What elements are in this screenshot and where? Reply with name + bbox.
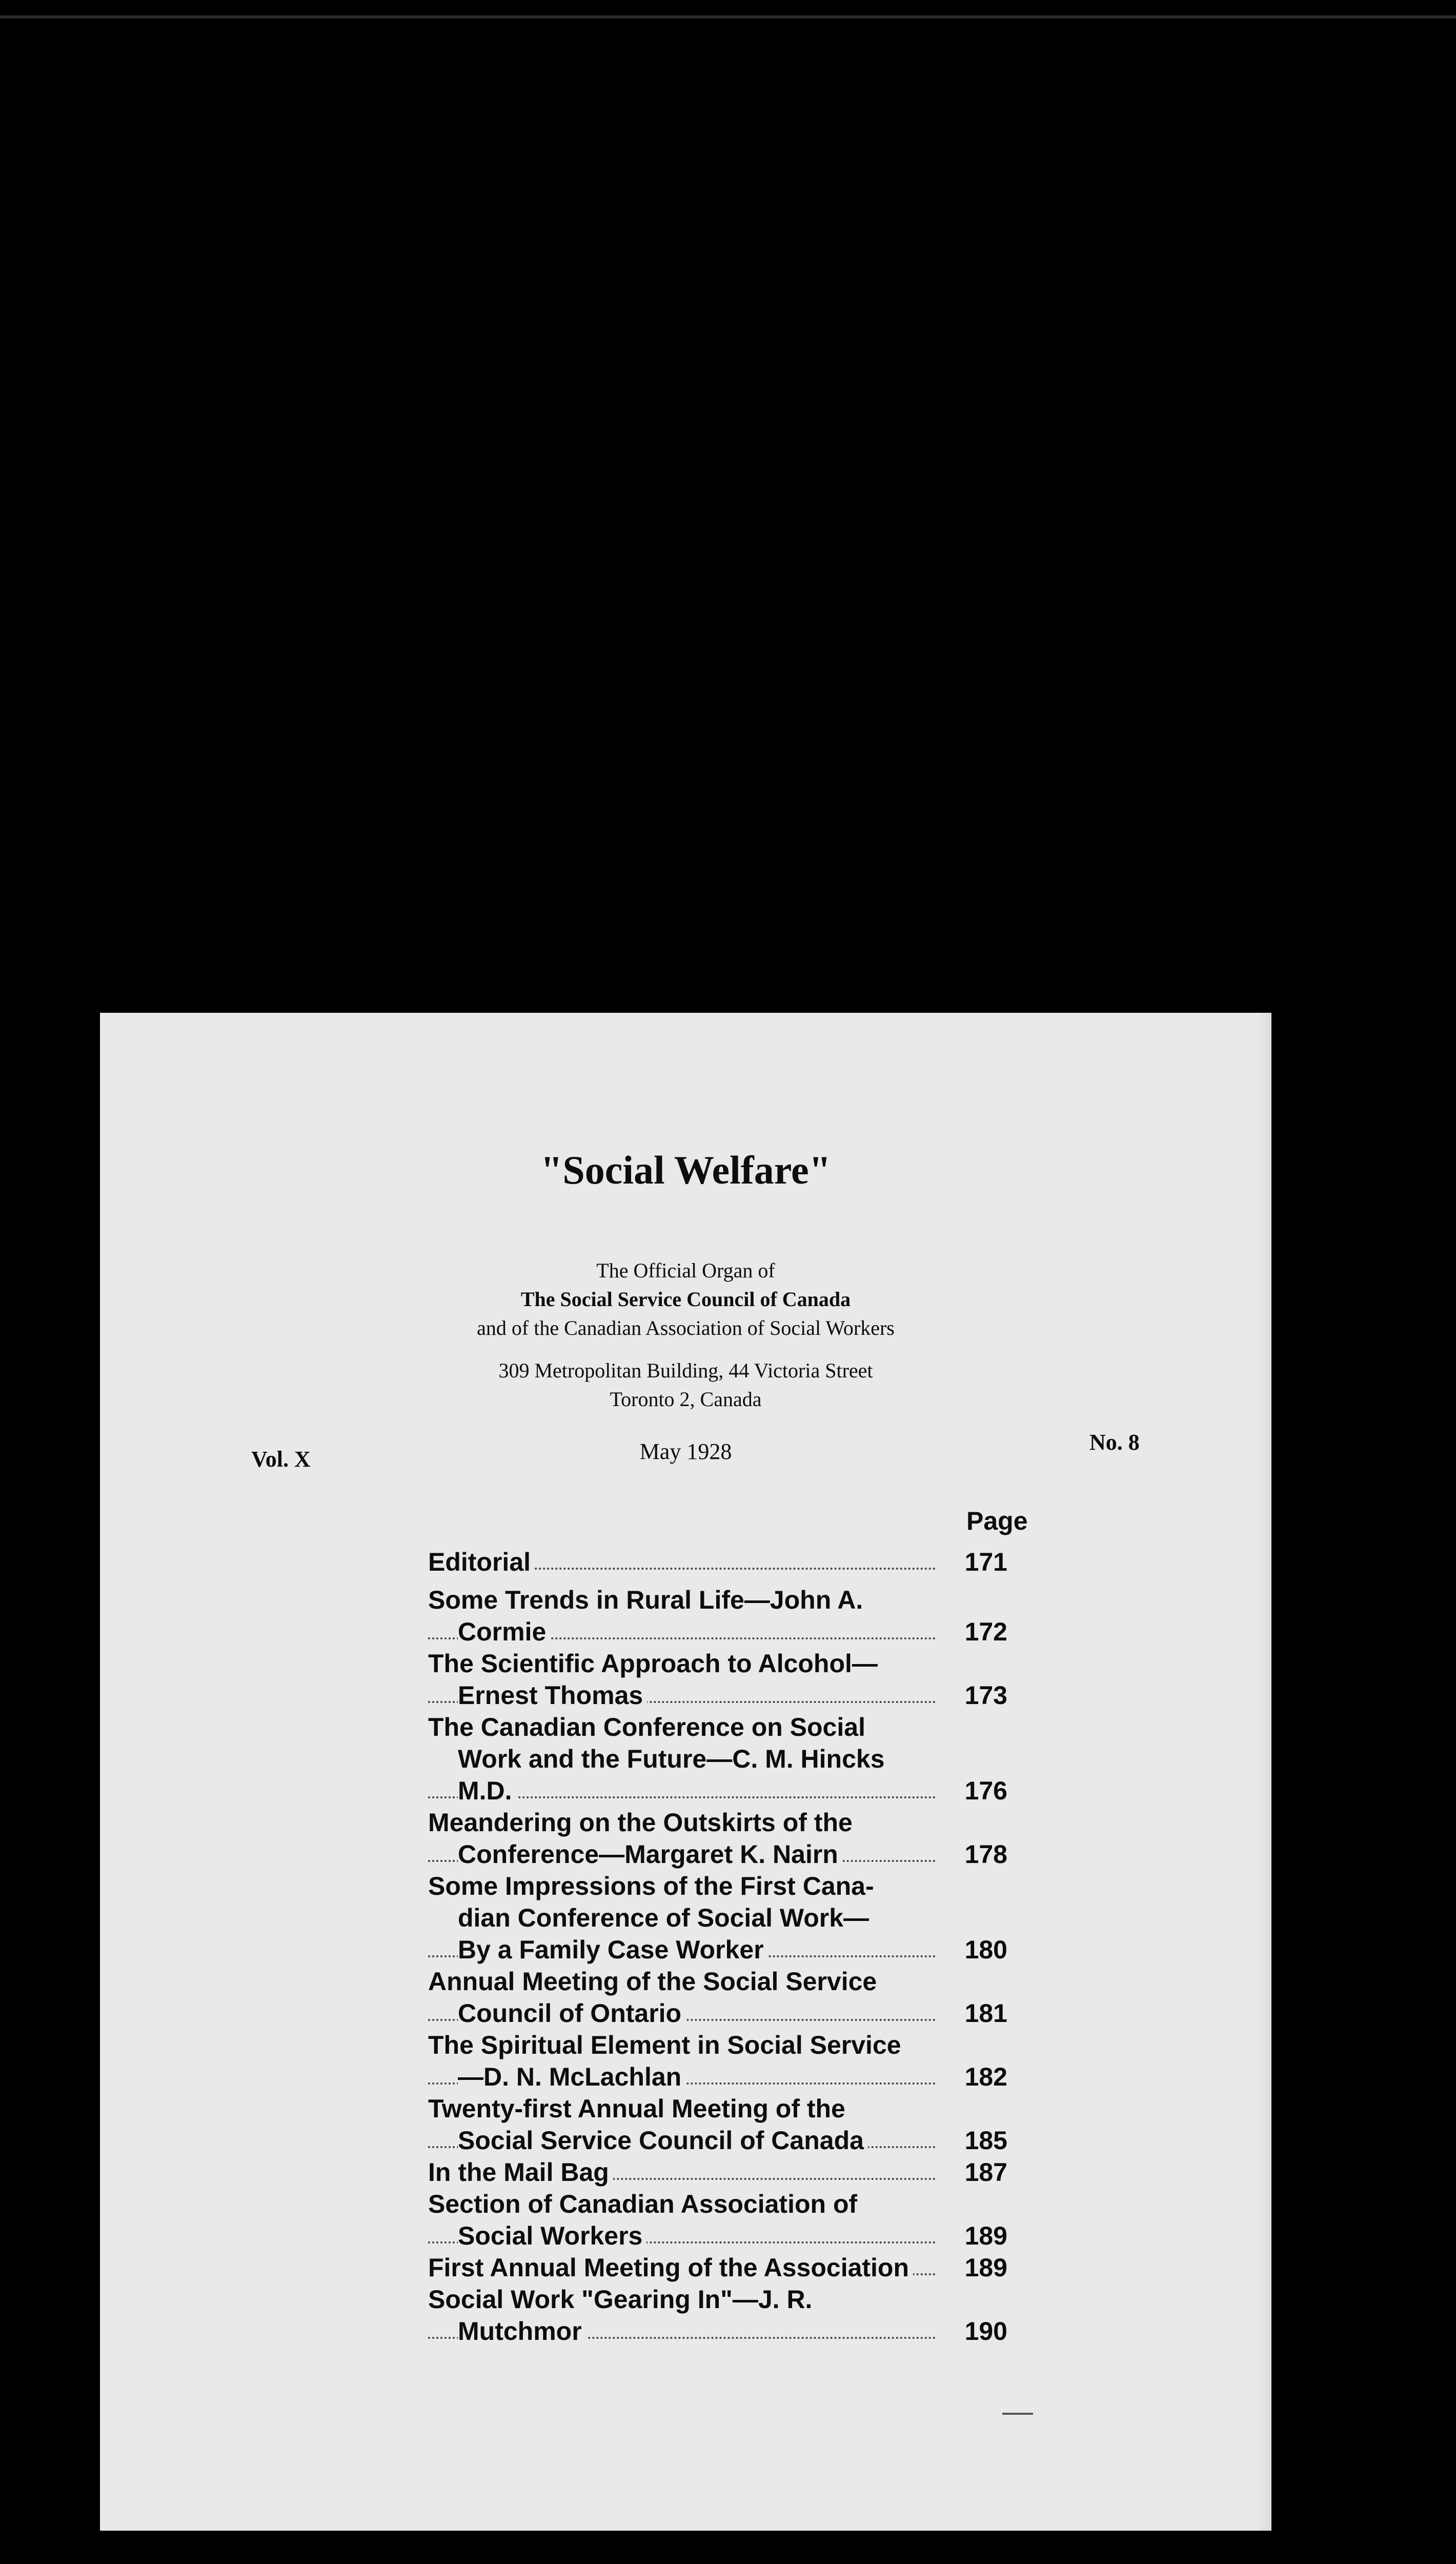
toc-entry-line <box>428 1546 1007 1578</box>
toc-page-number: 171 <box>946 1546 1007 1578</box>
toc-entry <box>428 1648 1007 1711</box>
volume-label: Vol. X <box>251 1447 311 1472</box>
toc-entry-text: Meandering on the Outskirts of the <box>428 1808 857 1837</box>
toc-entry <box>428 1966 1007 2029</box>
toc-entry-line <box>428 2093 1007 2125</box>
toc-entry-text: Work and the Future—C. M. Hincks <box>458 1745 889 1773</box>
page-edge-shade <box>1256 1013 1271 2531</box>
end-dash <box>1002 2413 1033 2415</box>
toc-entry-line <box>428 1616 1007 1648</box>
toc-entry <box>428 1870 1007 1966</box>
toc-entry <box>428 2093 1007 2156</box>
toc-page-number: 182 <box>946 2061 1007 2093</box>
toc-entry <box>428 2188 1007 2252</box>
toc-entry-text: By a Family Case Worker <box>458 1935 768 1964</box>
organ-line-3: and of the Canadian Association of Social Workers <box>477 1316 895 1339</box>
toc-entry-text: The Spiritual Element in Social Service <box>428 2031 905 2059</box>
toc-entry-text: Social Workers <box>458 2221 646 2250</box>
toc-entry-line <box>428 2125 1007 2156</box>
toc-entry <box>428 2252 1007 2283</box>
toc-entry <box>428 2283 1007 2347</box>
toc-page-number: 173 <box>946 1679 1007 1711</box>
toc-entry-text: Mutchmor <box>458 2317 586 2346</box>
toc-page-number: 190 <box>946 2315 1007 2347</box>
toc-entry-text: First Annual Meeting of the Association <box>428 2253 913 2282</box>
toc-entry-line <box>428 1807 1007 1838</box>
toc-entry-line <box>428 1934 1007 1966</box>
toc-entry-line <box>428 2188 1007 2220</box>
toc-entry-line <box>428 2156 1007 2188</box>
toc-entry-text: Cormie <box>458 1617 550 1646</box>
toc-entry-text: —D. N. McLachlan <box>458 2062 685 2091</box>
toc-entry-line <box>428 2315 1007 2347</box>
toc-page-number: 178 <box>946 1838 1007 1870</box>
toc-entry-text: Annual Meeting of the Social Service <box>428 1967 881 1996</box>
toc-entry-line <box>428 1775 1007 1807</box>
toc-entry <box>428 1807 1007 1870</box>
toc-page-number: 176 <box>946 1775 1007 1807</box>
toc-entry-text: Ernest Thomas <box>458 1681 647 1710</box>
address-block <box>100 1356 1271 1414</box>
organ-line-1: The Official Organ of <box>596 1259 775 1282</box>
toc-entry-line <box>428 1679 1007 1711</box>
toc-entry <box>428 2029 1007 2093</box>
issue-number: No. 8 <box>1089 1430 1140 1455</box>
toc-entry-text: Some Trends in Rural Life—John A. <box>428 1586 867 1614</box>
toc-entry-text: Section of Canadian Association of <box>428 2190 861 2218</box>
toc-page-number: 172 <box>946 1616 1007 1648</box>
toc-entry-line <box>428 1870 1007 1902</box>
toc-entry-text: Twenty-first Annual Meeting of the <box>428 2094 850 2123</box>
toc-entry-text: The Scientific Approach to Alcohol— <box>428 1649 882 1678</box>
address-line-2: Toronto 2, Canada <box>610 1388 762 1411</box>
toc-entry-line <box>428 1648 1007 1679</box>
toc-entry-line <box>428 1966 1007 1997</box>
address-line-1: 309 Metropolitan Building, 44 Victoria Street <box>498 1359 873 1382</box>
toc-entry-line <box>428 2220 1007 2252</box>
issue-date: May 1928 <box>639 1439 732 1464</box>
toc-entry-line <box>428 1997 1007 2029</box>
top-border-line <box>0 15 1456 18</box>
toc-entry-line <box>428 2283 1007 2315</box>
toc-entry-text: dian Conference of Social Work— <box>458 1904 873 1932</box>
toc-page-number: 181 <box>946 1997 1007 2029</box>
toc-page-number: 180 <box>946 1934 1007 1966</box>
toc-entry-line <box>428 1584 1007 1616</box>
document-page <box>100 1013 1271 2531</box>
toc-entry-text: M.D. <box>458 1776 516 1805</box>
toc-page-number: 189 <box>946 2220 1007 2252</box>
organ-line-2: The Social Service Council of Canada <box>520 1288 851 1311</box>
toc-page-number: 189 <box>946 2252 1007 2283</box>
toc-entry-text: The Canadian Conference on Social <box>428 1713 869 1741</box>
official-organ-block <box>100 1256 1271 1343</box>
toc-entry-text: In the Mail Bag <box>428 2158 613 2187</box>
toc-entry-text: Social Work "Gearing In"—J. R. <box>428 2285 816 2314</box>
toc-entry <box>428 2156 1007 2188</box>
toc-entry-line <box>428 1838 1007 1870</box>
toc-page-number: 187 <box>946 2156 1007 2188</box>
toc-entry <box>428 1711 1007 1807</box>
toc-page-heading: Page <box>966 1507 1028 1535</box>
toc-entry <box>428 1546 1007 1578</box>
toc-page-number: 185 <box>946 2125 1007 2156</box>
toc-entry-line <box>428 2252 1007 2283</box>
toc-entry-text: Social Service Council of Canada <box>458 2126 868 2155</box>
toc-entry-text: Editorial <box>428 1548 535 1576</box>
toc-entry-line <box>428 1743 1007 1775</box>
toc-entry-line <box>428 2029 1007 2061</box>
toc-entry-text: Council of Ontario <box>458 1999 685 2028</box>
publication-title: "Social Welfare" <box>540 1148 831 1192</box>
toc-entry-text: Some Impressions of the First Cana- <box>428 1872 878 1900</box>
toc-entry-line <box>428 1711 1007 1743</box>
toc-entry <box>428 1584 1007 1648</box>
toc-entry-line <box>428 2061 1007 2093</box>
toc-entry-text: Conference—Margaret K. Nairn <box>458 1840 842 1869</box>
toc-entry-line <box>428 1902 1007 1934</box>
